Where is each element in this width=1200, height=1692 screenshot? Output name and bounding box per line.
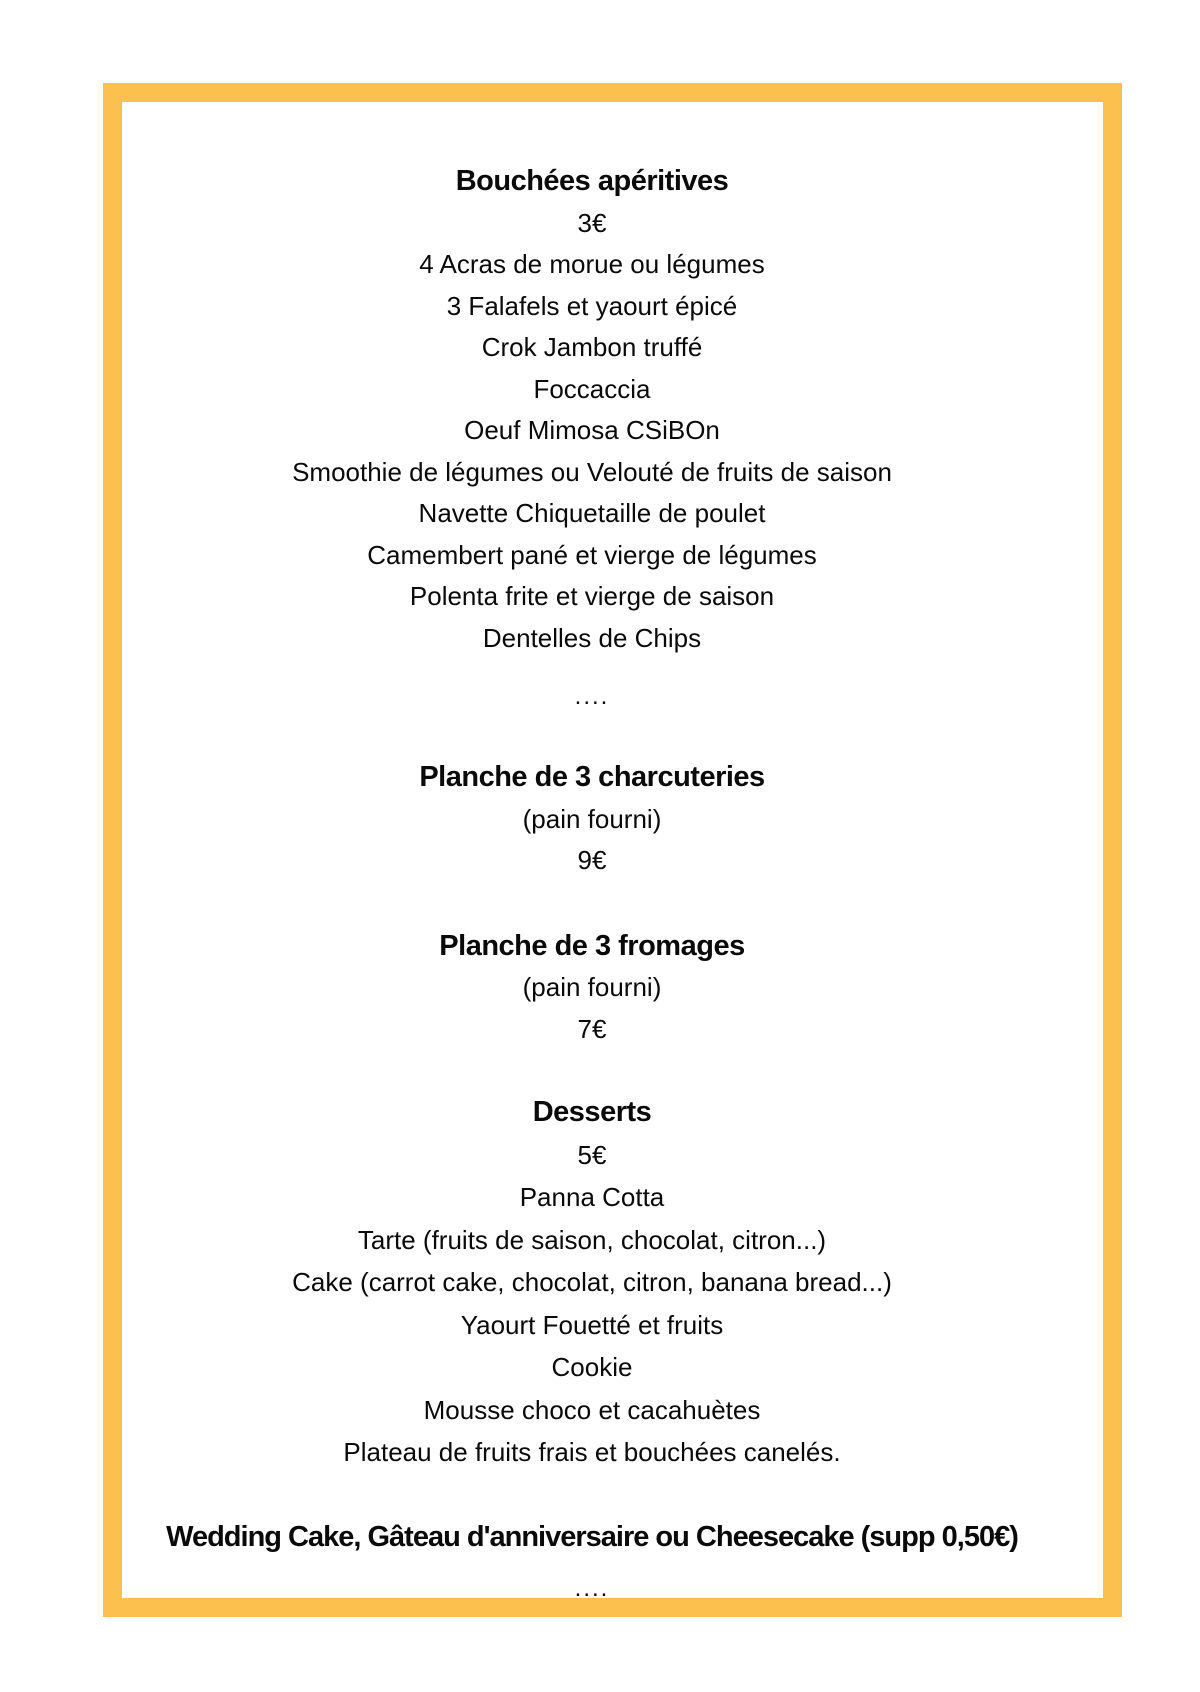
section-title: Desserts [532,1096,652,1129]
section-subtitle: (pain fourni) [522,972,662,1003]
section-desserts [122,1091,1062,1474]
section-subtitle: (pain fourni) [522,803,662,834]
menu-item: Navette Chiquetaille de poulet [418,498,766,528]
menu-item: 3 Falafels et yaourt épicé [446,290,738,321]
menu-item: Smoothie de légumes ou Velouté de fruits de saison [292,456,892,487]
section-price: 5€ [577,1139,607,1170]
menu-item: Cake (carrot cake, chocolat, citron, banana bread...) [292,1267,892,1298]
menu-item: Oeuf Mimosa CSiBOn [464,415,720,445]
menu-item: Tarte (fruits de saison, chocolat, citron...) [357,1224,827,1255]
end-divider-dots: .... [574,1575,610,1603]
section-planche-fromages [122,926,1062,1051]
section-price: 3€ [577,207,607,238]
menu-item: Camembert pané et vierge de légumes [367,539,817,570]
menu-item: 4 Acras de morue ou légumes [419,249,765,279]
section-price: 7€ [577,1013,607,1044]
menu-item: Mousse choco et cacahuètes [423,1394,761,1425]
menu-item: Panna Cotta [519,1182,665,1213]
menu-content [122,102,1103,1603]
footnote-special-cakes: Wedding Cake, Gâteau d'anniversaire ou Cheesecake (supp 0,50€) [166,1521,1018,1554]
menu-border-frame [103,83,1122,1617]
divider-dots: .... [574,683,610,710]
section-title: Planche de 3 charcuteries [419,761,765,793]
menu-item: Yaourt Fouetté et fruits [460,1309,724,1340]
menu-item: Foccaccia [533,373,651,404]
menu-item: Cookie [551,1352,633,1383]
section-title: Bouchées apéritives [455,165,729,197]
menu-item: Plateau de fruits frais et bouchées canelés. [343,1437,841,1468]
menu-item: Crok Jambon truffé [481,332,703,362]
section-price: 9€ [577,845,607,875]
section-planche-charcuteries [122,757,1062,882]
section-title: Planche de 3 fromages [439,929,745,962]
section-bouchees-aperitives [122,161,1062,718]
menu-item: Polenta frite et vierge de saison [409,581,775,611]
menu-item: Dentelles de Chips [482,622,702,653]
